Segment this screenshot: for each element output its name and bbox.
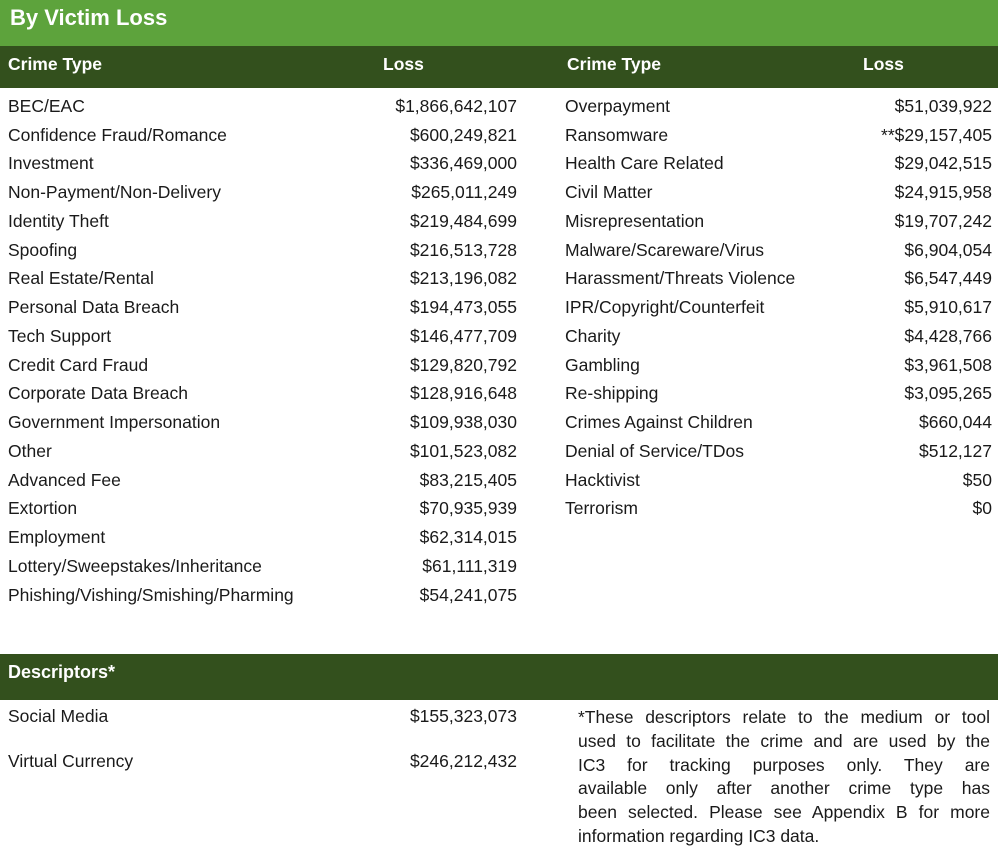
loss-cell: $50 bbox=[962, 469, 992, 490]
crime-type-cell: Government Impersonation bbox=[8, 412, 221, 433]
table-row bbox=[0, 495, 517, 524]
crime-type-cell: Denial of Service/TDos bbox=[565, 440, 744, 461]
loss-cell: $61,111,319 bbox=[422, 555, 517, 576]
table-row bbox=[565, 466, 992, 495]
crime-type-cell: Investment bbox=[8, 153, 94, 174]
descriptors-title: Descriptors* bbox=[8, 662, 116, 682]
table-row bbox=[565, 408, 992, 437]
table-row bbox=[565, 178, 992, 207]
descriptors-footnote bbox=[578, 706, 990, 849]
table-row bbox=[0, 351, 517, 380]
table-row bbox=[0, 293, 517, 322]
loss-cell: $128,916,648 bbox=[409, 383, 517, 404]
loss-cell: $512,127 bbox=[919, 440, 992, 461]
crime-type-cell: IPR/Copyright/Counterfeit bbox=[565, 297, 765, 318]
loss-cell: $6,547,449 bbox=[904, 268, 992, 289]
right-loss-header: Loss bbox=[863, 54, 904, 74]
crime-type-cell: Confidence Fraud/Romance bbox=[8, 124, 227, 145]
table-row bbox=[0, 437, 517, 466]
footnote-line: *These descriptors relate to the medium or tool bbox=[578, 707, 990, 727]
crime-type-cell: Crimes Against Children bbox=[565, 412, 753, 433]
loss-cell: $3,961,508 bbox=[904, 354, 992, 375]
footnote-line: information regarding IC3 data. bbox=[578, 825, 820, 846]
table-row bbox=[0, 236, 517, 265]
loss-cell: $600,249,821 bbox=[409, 124, 517, 145]
crime-type-cell: Ransomware bbox=[565, 124, 669, 145]
crime-type-cell: Re-shipping bbox=[565, 383, 659, 404]
crime-type-cell: Credit Card Fraud bbox=[8, 354, 149, 375]
crime-type-cell: Tech Support bbox=[8, 325, 112, 346]
loss-cell: $109,938,030 bbox=[409, 412, 517, 433]
descriptor-name-cell: Social Media bbox=[8, 706, 109, 726]
loss-cell: $6,904,054 bbox=[904, 239, 992, 260]
crime-type-cell: Civil Matter bbox=[565, 182, 653, 203]
table-row bbox=[0, 121, 517, 150]
loss-cell: $129,820,792 bbox=[409, 354, 517, 375]
table-row bbox=[0, 523, 517, 552]
loss-cell: $3,095,265 bbox=[904, 383, 992, 404]
footnote-line: used to facilitate the crime and are used by the bbox=[578, 730, 990, 751]
loss-cell: $24,915,958 bbox=[894, 182, 992, 203]
table-row bbox=[0, 92, 517, 121]
crime-type-cell: Health Care Related bbox=[565, 153, 724, 174]
crime-type-cell: Extortion bbox=[8, 498, 78, 519]
loss-cell: **$29,157,405 bbox=[881, 124, 992, 145]
loss-cell: $101,523,082 bbox=[409, 440, 517, 461]
table-row bbox=[0, 178, 517, 207]
loss-cell: $265,011,249 bbox=[411, 182, 517, 203]
crime-type-cell: Personal Data Breach bbox=[8, 297, 180, 318]
table-row bbox=[565, 351, 992, 380]
crime-type-cell: Phishing/Vishing/Smishing/Pharming bbox=[8, 584, 294, 605]
table-row bbox=[0, 694, 517, 739]
table-row bbox=[0, 207, 517, 236]
table-row bbox=[565, 293, 992, 322]
loss-cell: $83,215,405 bbox=[419, 469, 517, 490]
crime-type-cell: Spoofing bbox=[8, 239, 78, 260]
table-row bbox=[565, 92, 992, 121]
crime-type-cell: Gambling bbox=[565, 354, 640, 375]
loss-cell: $29,042,515 bbox=[894, 153, 992, 174]
right-crime-type-header: Crime Type bbox=[567, 54, 662, 74]
table-row bbox=[565, 150, 992, 179]
footnote-line: IC3 for tracking purposes only. They are bbox=[578, 754, 990, 775]
table-row bbox=[565, 236, 992, 265]
crime-type-cell: Harassment/Threats Violence bbox=[565, 268, 796, 289]
footnote-line: available only after another crime type has bbox=[578, 778, 990, 799]
loss-cell: $146,477,709 bbox=[409, 325, 517, 346]
descriptor-name-cell: Virtual Currency bbox=[8, 751, 134, 771]
table-row bbox=[565, 380, 992, 409]
page-title: By Victim Loss bbox=[10, 5, 168, 30]
loss-cell: $660,044 bbox=[919, 412, 992, 433]
loss-cell: $51,039,922 bbox=[894, 95, 992, 116]
column-header-band bbox=[0, 46, 998, 88]
table-row bbox=[0, 408, 517, 437]
crime-type-cell: Real Estate/Rental bbox=[8, 268, 154, 289]
right-table-body bbox=[565, 92, 992, 523]
loss-cell: $336,469,000 bbox=[409, 153, 517, 174]
loss-cell: $213,196,082 bbox=[409, 268, 517, 289]
table-row bbox=[0, 322, 517, 351]
left-crime-type-header: Crime Type bbox=[8, 54, 103, 74]
loss-cell: $216,513,728 bbox=[409, 239, 517, 260]
table-row bbox=[565, 495, 992, 524]
crime-type-cell: Overpayment bbox=[565, 95, 671, 116]
crime-type-cell: Hacktivist bbox=[565, 469, 640, 490]
crime-type-cell: Employment bbox=[8, 527, 106, 548]
table-row bbox=[565, 322, 992, 351]
table-row bbox=[0, 552, 517, 581]
crime-type-cell: Charity bbox=[565, 325, 621, 346]
table-row bbox=[565, 207, 992, 236]
loss-cell: $246,212,432 bbox=[409, 751, 517, 771]
crime-type-cell: BEC/EAC bbox=[8, 95, 85, 116]
loss-cell: $70,935,939 bbox=[419, 498, 517, 519]
table-row bbox=[0, 380, 517, 409]
left-loss-header: Loss bbox=[383, 54, 424, 74]
table-row bbox=[0, 265, 517, 294]
loss-cell: $194,473,055 bbox=[409, 297, 517, 318]
left-table-body bbox=[0, 92, 517, 610]
crime-type-cell: Advanced Fee bbox=[8, 469, 121, 490]
table-row bbox=[565, 437, 992, 466]
crime-type-cell: Other bbox=[8, 440, 52, 461]
crime-type-cell: Lottery/Sweepstakes/Inheritance bbox=[8, 555, 262, 576]
loss-cell: $5,910,617 bbox=[904, 297, 992, 318]
table-row bbox=[0, 581, 517, 610]
section-title-band bbox=[0, 0, 998, 46]
descriptors-table-body bbox=[0, 694, 517, 784]
crime-type-cell: Identity Theft bbox=[8, 210, 109, 231]
footnote-line: been selected. Please see Appendix B for more bbox=[578, 802, 990, 823]
loss-cell: $54,241,075 bbox=[419, 584, 517, 605]
table-row bbox=[565, 121, 992, 150]
table-row bbox=[0, 466, 517, 495]
loss-cell: $62,314,015 bbox=[419, 527, 517, 548]
loss-cell: $0 bbox=[972, 498, 992, 519]
crime-type-cell: Terrorism bbox=[565, 498, 638, 519]
loss-cell: $219,484,699 bbox=[409, 210, 517, 231]
table-row bbox=[0, 150, 517, 179]
table-row bbox=[0, 739, 517, 784]
loss-cell: $4,428,766 bbox=[904, 325, 992, 346]
table-row bbox=[565, 265, 992, 294]
crime-type-cell: Non-Payment/Non-Delivery bbox=[8, 182, 221, 203]
loss-cell: $1,866,642,107 bbox=[395, 95, 517, 116]
loss-cell: $155,323,073 bbox=[409, 706, 517, 726]
crime-type-cell: Misrepresentation bbox=[565, 210, 705, 231]
loss-cell: $19,707,242 bbox=[894, 210, 992, 231]
crime-type-cell: Malware/Scareware/Virus bbox=[565, 239, 765, 260]
crime-type-cell: Corporate Data Breach bbox=[8, 383, 188, 404]
